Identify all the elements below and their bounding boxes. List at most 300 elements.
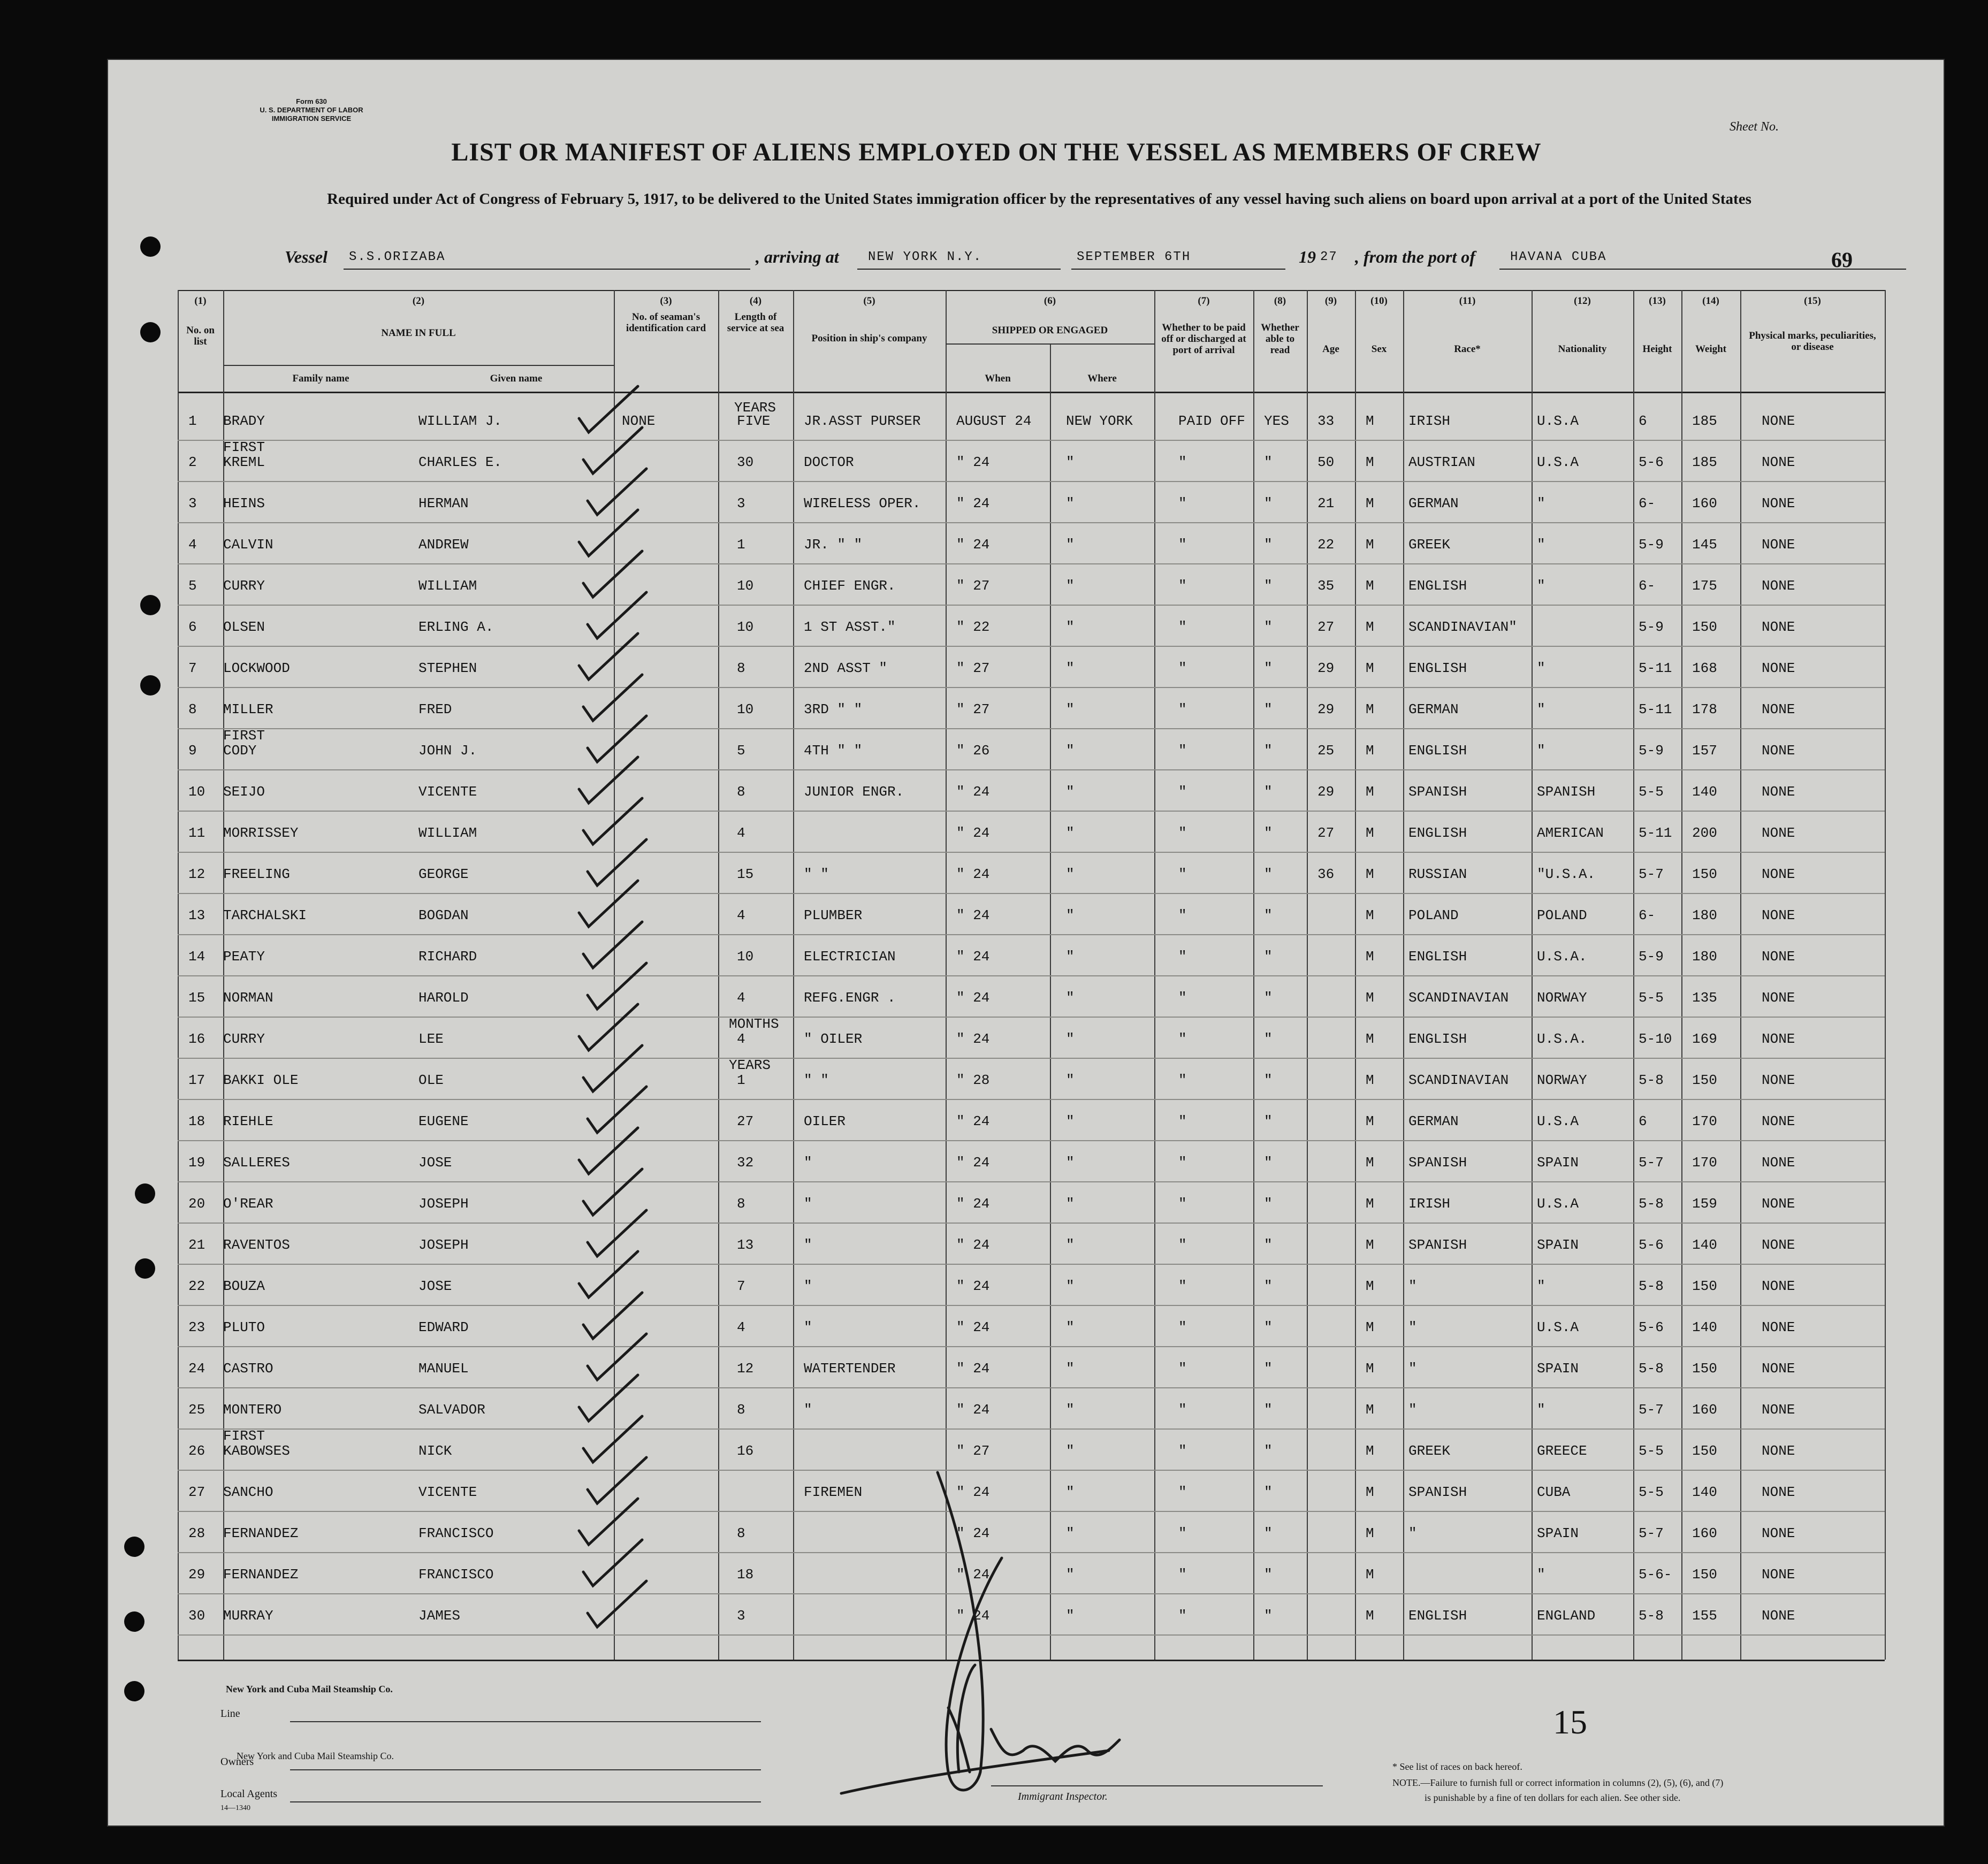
row-11-where: ": [1066, 825, 1075, 841]
row-11-age: 27: [1317, 825, 1335, 841]
col-14-number: (14): [1702, 295, 1719, 307]
row-27-height: 5-5: [1639, 1484, 1664, 1500]
row-11-nationality: AMERICAN: [1537, 825, 1604, 841]
row-12-weight: 150: [1692, 866, 1717, 882]
row-23-family: PLUTO: [223, 1319, 265, 1335]
row-5-sex: M: [1366, 578, 1374, 594]
row-28-given: FRANCISCO: [418, 1525, 494, 1541]
row-10-weight: 140: [1692, 784, 1717, 800]
row-17-paid: ": [1178, 1072, 1187, 1088]
row-13-family: TARCHALSKI: [223, 907, 307, 923]
row-27-when: " 24: [956, 1484, 990, 1500]
row-19-no: 19: [188, 1155, 205, 1171]
col-8-header: Whether able to read: [1261, 322, 1299, 356]
row-19-when: " 24: [956, 1155, 990, 1171]
row-7-weight: 168: [1692, 660, 1717, 676]
row-8-marks: NONE: [1762, 701, 1795, 717]
row-19-sex: M: [1366, 1155, 1374, 1171]
row-16-family: CURRY: [223, 1031, 265, 1047]
row-1-card: NONE: [622, 413, 656, 429]
row-12-marks: NONE: [1762, 866, 1795, 882]
checkmark: [579, 633, 638, 679]
row-24-no: 24: [188, 1361, 205, 1377]
row-18-when: " 24: [956, 1113, 990, 1129]
vessel-label: Vessel: [285, 247, 327, 266]
row-27-weight: 140: [1692, 1484, 1717, 1500]
row-15-height: 5-5: [1639, 990, 1664, 1006]
row-22-given: JOSE: [418, 1278, 452, 1294]
row-9-position: 4TH " ": [804, 743, 863, 759]
row-16-where: ": [1066, 1031, 1075, 1047]
row-4-sex: M: [1366, 537, 1374, 553]
row-8-when: " 27: [956, 701, 990, 717]
row-13-sex: M: [1366, 907, 1374, 923]
checkmark: [583, 675, 642, 721]
row-7-where: ": [1066, 660, 1075, 676]
row-16-given: LEE: [418, 1031, 444, 1047]
row-29-sex: M: [1366, 1567, 1374, 1583]
row-5-family: CURRY: [223, 578, 265, 594]
row-27-nationality: CUBA: [1537, 1484, 1571, 1500]
row-12-read: ": [1264, 866, 1273, 882]
row-16-nationality: U.S.A.: [1537, 1031, 1587, 1047]
row-6-marks: NONE: [1762, 619, 1795, 635]
row-20-no: 20: [188, 1196, 205, 1212]
row-17-marks: NONE: [1762, 1072, 1795, 1088]
row-annotation: FIRST: [223, 1428, 265, 1444]
row-5-where: ": [1066, 578, 1075, 594]
col-11-number: (11): [1459, 295, 1476, 307]
row-15-sex: M: [1366, 990, 1374, 1006]
row-10-sex: M: [1366, 784, 1374, 800]
owners-label: Owners: [220, 1756, 254, 1768]
row-8-where: ": [1066, 701, 1075, 717]
row-23-race: ": [1408, 1319, 1417, 1335]
row-2-no: 2: [188, 454, 197, 470]
row-17-where: ": [1066, 1072, 1075, 1088]
row-4-age: 22: [1317, 537, 1335, 553]
owners-value: New York and Cuba Mail Steamship Co.: [237, 1751, 394, 1761]
row-11-read: ": [1264, 825, 1273, 841]
row-30-height: 5-8: [1639, 1608, 1664, 1624]
row-21-when: " 24: [956, 1237, 990, 1253]
col-7-header: Whether to be paid off or discharged at port of arrival: [1161, 322, 1246, 356]
row-10-given: VICENTE: [418, 784, 477, 800]
row-10-marks: NONE: [1762, 784, 1795, 800]
row-17-service: 1: [737, 1072, 745, 1088]
row-18-position: OILER: [804, 1113, 846, 1129]
page-title: LIST OR MANIFEST OF ALIENS EMPLOYED ON THE VESSEL AS MEMBERS OF CREW: [451, 138, 1542, 166]
row-21-sex: M: [1366, 1237, 1374, 1253]
row-21-nationality: SPAIN: [1537, 1237, 1579, 1253]
row-4-paid: ": [1178, 537, 1187, 553]
row-8-given: FRED: [418, 701, 452, 717]
row-20-given: JOSEPH: [418, 1196, 469, 1212]
arriving-label: , arriving at: [756, 247, 839, 266]
row-17-nationality: NORWAY: [1537, 1072, 1587, 1088]
row-16-paid: ": [1178, 1031, 1187, 1047]
row-annotation: YEARS: [729, 1057, 771, 1073]
row-17-sex: M: [1366, 1072, 1374, 1088]
row-5-weight: 175: [1692, 578, 1717, 594]
row-16-service: 4: [737, 1031, 745, 1047]
row-18-where: ": [1066, 1113, 1075, 1129]
row-8-service: 10: [737, 701, 754, 717]
row-22-service: 7: [737, 1278, 745, 1294]
row-9-given: JOHN J.: [418, 743, 477, 759]
row-21-weight: 140: [1692, 1237, 1717, 1253]
row-15-weight: 135: [1692, 990, 1717, 1006]
row-19-service: 32: [737, 1155, 754, 1171]
row-26-when: " 27: [956, 1443, 990, 1459]
row-27-race: SPANISH: [1408, 1484, 1467, 1500]
row-7-nationality: ": [1537, 660, 1545, 676]
row-5-no: 5: [188, 578, 197, 594]
row-21-paid: ": [1178, 1237, 1187, 1253]
row-16-sex: M: [1366, 1031, 1374, 1047]
inspector-signature: [831, 1451, 1162, 1815]
row-23-weight: 140: [1692, 1319, 1717, 1335]
row-10-when: " 24: [956, 784, 990, 800]
row-24-height: 5-8: [1639, 1361, 1664, 1377]
note-line-2: is punishable by a fine of ten dollars for each alien. See other side.: [1425, 1792, 1681, 1803]
row-8-nationality: ": [1537, 701, 1545, 717]
row-6-where: ": [1066, 619, 1075, 635]
row-12-service: 15: [737, 866, 754, 882]
row-23-service: 4: [737, 1319, 745, 1335]
row-15-marks: NONE: [1762, 990, 1795, 1006]
row-19-race: SPANISH: [1408, 1155, 1467, 1171]
col-15-number: (15): [1804, 295, 1821, 307]
row-2-age: 50: [1317, 454, 1335, 470]
row-24-service: 12: [737, 1361, 754, 1377]
row-27-position: FIREMEN: [804, 1484, 863, 1500]
row-5-race: ENGLISH: [1408, 578, 1467, 594]
row-22-family: BOUZA: [223, 1278, 265, 1294]
row-4-nationality: ": [1537, 537, 1545, 553]
row-14-family: PEATY: [223, 949, 265, 965]
row-10-where: ": [1066, 784, 1075, 800]
row-17-given: OLE: [418, 1072, 444, 1088]
row-11-weight: 200: [1692, 825, 1717, 841]
row-23-position: ": [804, 1319, 812, 1335]
row-6-service: 10: [737, 619, 754, 635]
row-24-paid: ": [1178, 1361, 1187, 1377]
row-19-marks: NONE: [1762, 1155, 1795, 1171]
row-18-paid: ": [1178, 1113, 1187, 1129]
row-4-read: ": [1264, 537, 1273, 553]
row-17-weight: 150: [1692, 1072, 1717, 1088]
row-16-marks: NONE: [1762, 1031, 1795, 1047]
checkmark: [579, 1004, 638, 1050]
row-18-family: RIEHLE: [223, 1113, 273, 1129]
row-11-race: ENGLISH: [1408, 825, 1467, 841]
row-26-where: ": [1066, 1443, 1075, 1459]
row-20-race: IRISH: [1408, 1196, 1451, 1212]
row-5-read: ": [1264, 578, 1273, 594]
row-19-height: 5-7: [1639, 1155, 1664, 1171]
col-5-header: Position in ship's company: [811, 333, 927, 344]
row-25-weight: 160: [1692, 1402, 1717, 1418]
row-3-weight: 160: [1692, 495, 1717, 511]
row-28-height: 5-7: [1639, 1525, 1664, 1541]
checkmark: [588, 469, 646, 515]
row-25-position: ": [804, 1402, 812, 1418]
row-26-no: 26: [188, 1443, 205, 1459]
row-2-position: DOCTOR: [804, 454, 854, 470]
row-7-position: 2ND ASST ": [804, 660, 888, 676]
row-21-height: 5-6: [1639, 1237, 1664, 1253]
row-3-height: 6-: [1639, 495, 1656, 511]
row-9-weight: 157: [1692, 743, 1717, 759]
row-25-where: ": [1066, 1402, 1075, 1418]
col-1-header: No. on list: [186, 325, 215, 347]
row-24-position: WATERTENDER: [804, 1361, 896, 1377]
note-races: * See list of races on back hereof.: [1392, 1761, 1522, 1772]
checkmark: [583, 427, 642, 473]
page-number: 69: [1831, 248, 1853, 272]
row-3-service: 3: [737, 495, 745, 511]
row-29-paid: ": [1178, 1567, 1187, 1583]
row-2-height: 5-6: [1639, 454, 1664, 470]
col-15-header: Physical marks, peculiarities, or disease: [1749, 330, 1876, 353]
row-8-family: MILLER: [223, 701, 273, 717]
row-7-marks: NONE: [1762, 660, 1795, 676]
col-9-header: Age: [1322, 343, 1339, 355]
row-9-paid: ": [1178, 743, 1187, 759]
row-16-position: " OILER: [804, 1031, 863, 1047]
row-18-height: 6: [1639, 1113, 1647, 1129]
year-suffix: 27: [1320, 250, 1338, 264]
row-13-no: 13: [188, 907, 205, 923]
row-3-paid: ": [1178, 495, 1187, 511]
row-30-service: 3: [737, 1608, 745, 1624]
row-9-race: ENGLISH: [1408, 743, 1467, 759]
row-9-read: ": [1264, 743, 1273, 759]
row-9-where: ": [1066, 743, 1075, 759]
row-1-height: 6: [1639, 413, 1647, 429]
checkmark: [588, 1457, 646, 1503]
row-4-where: ": [1066, 537, 1075, 553]
row-13-read: ": [1264, 907, 1273, 923]
row-21-where: ": [1066, 1237, 1075, 1253]
row-23-no: 23: [188, 1319, 205, 1335]
row-22-no: 22: [188, 1278, 205, 1294]
row-21-no: 21: [188, 1237, 205, 1253]
row-1-race: IRISH: [1408, 413, 1451, 429]
row-24-family: CASTRO: [223, 1361, 273, 1377]
row-22-position: ": [804, 1278, 812, 1294]
row-27-sex: M: [1366, 1484, 1374, 1500]
row-3-where: ": [1066, 495, 1075, 511]
col-10-number: (10): [1370, 295, 1388, 307]
row-4-position: JR. " ": [804, 537, 863, 553]
row-21-race: SPANISH: [1408, 1237, 1467, 1253]
row-28-where: ": [1066, 1525, 1075, 1541]
row-12-where: ": [1066, 866, 1075, 882]
row-1-family: BRADY: [223, 413, 265, 429]
row-14-nationality: U.S.A.: [1537, 949, 1587, 965]
row-9-no: 9: [188, 743, 197, 759]
row-30-marks: NONE: [1762, 1608, 1795, 1624]
row-4-no: 4: [188, 537, 197, 553]
row-26-family: KABOWSES: [223, 1443, 290, 1459]
row-17-height: 5-8: [1639, 1072, 1664, 1088]
checkmark: [588, 1581, 646, 1627]
row-22-when: " 24: [956, 1278, 990, 1294]
checkmark: [588, 592, 646, 638]
row-24-when: " 24: [956, 1361, 990, 1377]
col-3-header: No. of seaman's identification card: [626, 311, 706, 334]
row-29-height: 5-6-: [1639, 1567, 1672, 1583]
row-3-when: " 24: [956, 495, 990, 511]
row-21-marks: NONE: [1762, 1237, 1795, 1253]
col-6-number: (6): [1043, 295, 1056, 307]
row-10-race: SPANISH: [1408, 784, 1467, 800]
row-29-where: ": [1066, 1567, 1075, 1583]
row-12-height: 5-7: [1639, 866, 1664, 882]
row-11-no: 11: [188, 825, 205, 841]
row-7-service: 8: [737, 660, 745, 676]
col-2-number: (2): [412, 295, 425, 307]
row-14-when: " 24: [956, 949, 990, 965]
row-27-no: 27: [188, 1484, 205, 1500]
row-9-sex: M: [1366, 743, 1374, 759]
row-14-race: ENGLISH: [1408, 949, 1467, 965]
row-7-sex: M: [1366, 660, 1374, 676]
row-2-sex: M: [1366, 454, 1374, 470]
checkmark: [588, 716, 646, 762]
line-value: New York and Cuba Mail Steamship Co.: [226, 1684, 393, 1694]
row-22-where: ": [1066, 1278, 1075, 1294]
row-9-family: CODY: [223, 743, 257, 759]
sheet-number-label: Sheet No.: [1730, 120, 1779, 134]
row-4-family: CALVIN: [223, 537, 273, 553]
row-13-nationality: POLAND: [1537, 907, 1587, 923]
checkmark: [588, 1087, 646, 1133]
row-10-paid: ": [1178, 784, 1187, 800]
row-12-paid: ": [1178, 866, 1187, 882]
row-28-sex: M: [1366, 1525, 1374, 1541]
col-10-header: Sex: [1371, 343, 1387, 355]
row-15-where: ": [1066, 990, 1075, 1006]
row-6-weight: 150: [1692, 619, 1717, 635]
row-28-family: FERNANDEZ: [223, 1525, 299, 1541]
row-6-paid: ": [1178, 619, 1187, 635]
row-12-position: " ": [804, 866, 829, 882]
row-26-paid: ": [1178, 1443, 1187, 1459]
row-6-height: 5-9: [1639, 619, 1664, 635]
row-9-age: 25: [1317, 743, 1335, 759]
form-service: IMMIGRATION SERVICE: [271, 114, 352, 123]
row-19-family: SALLERES: [223, 1155, 290, 1171]
row-15-read: ": [1264, 990, 1273, 1006]
row-26-race: GREEK: [1408, 1443, 1451, 1459]
row-12-nationality: "U.S.A.: [1537, 866, 1596, 882]
checkmark: [583, 1540, 642, 1586]
row-26-weight: 150: [1692, 1443, 1717, 1459]
row-18-read: ": [1264, 1113, 1273, 1129]
row-29-marks: NONE: [1762, 1567, 1795, 1583]
row-30-no: 30: [188, 1608, 205, 1624]
row-27-family: SANCHO: [223, 1484, 273, 1500]
line-label: Line: [220, 1708, 240, 1720]
row-11-marks: NONE: [1762, 825, 1795, 841]
row-28-read: ": [1264, 1525, 1273, 1541]
row-2-family: KREML: [223, 454, 265, 470]
row-25-family: MONTERO: [223, 1402, 282, 1418]
row-5-position: CHIEF ENGR.: [804, 578, 896, 594]
row-20-sex: M: [1366, 1196, 1374, 1212]
row-25-paid: ": [1178, 1402, 1187, 1418]
row-29-weight: 150: [1692, 1567, 1717, 1583]
row-12-age: 36: [1317, 866, 1335, 882]
row-25-marks: NONE: [1762, 1402, 1795, 1418]
row-20-position: ": [804, 1196, 812, 1212]
row-6-no: 6: [188, 619, 197, 635]
checkmark: [583, 798, 642, 844]
row-13-marks: NONE: [1762, 907, 1795, 923]
row-6-position: 1 ST ASST.": [804, 619, 896, 635]
row-11-height: 5-11: [1639, 825, 1672, 841]
row-10-position: JUNIOR ENGR.: [804, 784, 904, 800]
row-10-height: 5-5: [1639, 784, 1664, 800]
row-25-read: ": [1264, 1402, 1273, 1418]
row-7-given: STEPHEN: [418, 660, 477, 676]
from-port: HAVANA CUBA: [1510, 250, 1607, 264]
row-22-paid: ": [1178, 1278, 1187, 1294]
row-23-sex: M: [1366, 1319, 1374, 1335]
row-15-race: SCANDINAVIAN: [1408, 990, 1509, 1006]
checkmark: [579, 757, 638, 803]
row-20-when: " 24: [956, 1196, 990, 1212]
col-2-header: NAME IN FULL: [381, 327, 456, 339]
row-25-nationality: ": [1537, 1402, 1545, 1418]
row-17-read: ": [1264, 1072, 1273, 1088]
row-28-weight: 160: [1692, 1525, 1717, 1541]
row-19-read: ": [1264, 1155, 1273, 1171]
checkmark: [588, 839, 646, 885]
row-14-marks: NONE: [1762, 949, 1795, 965]
row-27-paid: ": [1178, 1484, 1187, 1500]
checkmark: [583, 922, 642, 968]
row-11-family: MORRISSEY: [223, 825, 299, 841]
row-15-no: 15: [188, 990, 205, 1006]
row-16-race: ENGLISH: [1408, 1031, 1467, 1047]
row-24-where: ": [1066, 1361, 1075, 1377]
checkmark: [583, 551, 642, 597]
row-22-weight: 150: [1692, 1278, 1717, 1294]
row-28-race: ": [1408, 1525, 1417, 1541]
col-2a-header: Family name: [292, 373, 349, 384]
row-1-age: 33: [1317, 413, 1335, 429]
row-1-when: AUGUST 24: [956, 413, 1032, 429]
row-28-no: 28: [188, 1525, 205, 1541]
row-29-given: FRANCISCO: [418, 1567, 494, 1583]
row-28-service: 8: [737, 1525, 745, 1541]
agents-label: Local Agents: [220, 1788, 278, 1800]
row-3-given: HERMAN: [418, 495, 469, 511]
checkmark: [583, 1293, 642, 1339]
row-13-when: " 24: [956, 907, 990, 923]
row-12-family: FREELING: [223, 866, 290, 882]
row-2-read: ": [1264, 454, 1273, 470]
row-21-service: 13: [737, 1237, 754, 1253]
checkmark: [588, 1210, 646, 1256]
row-15-position: REFG.ENGR .: [804, 990, 896, 1006]
row-5-age: 35: [1317, 578, 1335, 594]
row-23-nationality: U.S.A: [1537, 1319, 1579, 1335]
